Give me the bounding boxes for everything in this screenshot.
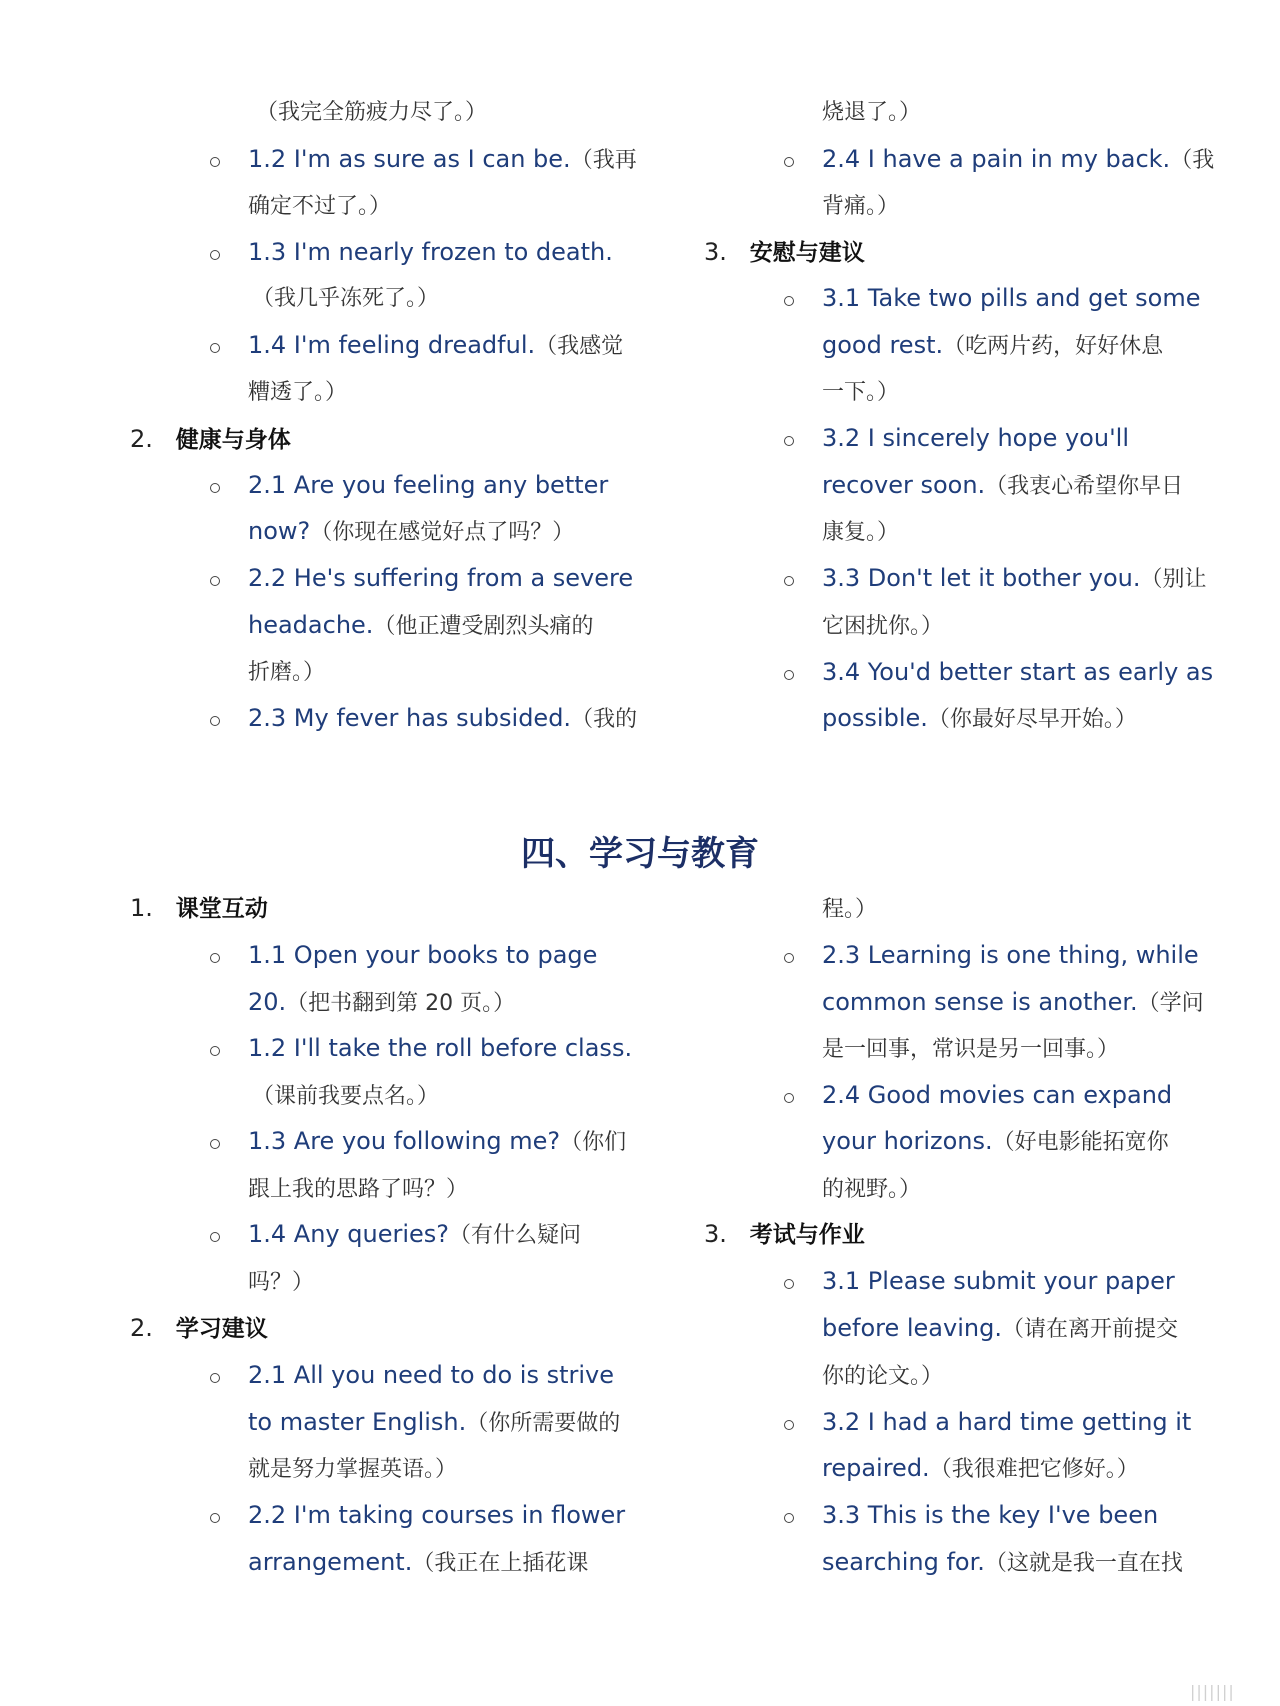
bullet-icon [784, 670, 794, 680]
section-heading: 3. 考试与作业 [704, 1220, 865, 1248]
list-item: 1.4 Any queries?（有什么疑问 [248, 1220, 582, 1248]
list-item-cont: good rest.（吃两片药，好好休息 [822, 331, 1164, 359]
list-item-cont: common sense is another.（学问 [822, 988, 1204, 1016]
list-item-cont: （课前我要点名。） [252, 1084, 440, 1109]
list-item-cont: 它困扰你。） [822, 614, 944, 639]
bullet-icon [210, 576, 220, 586]
list-item: 2.3 My fever has subsided.（我的 [248, 704, 638, 732]
list-item-cont: 你的论文。） [822, 1364, 944, 1389]
text-line: 烧退了。） [822, 100, 922, 125]
list-item-cont: （我几乎冻死了。） [252, 286, 440, 311]
list-item: 3.3 Don't let it bother you.（别让 [822, 564, 1207, 592]
bullet-icon [784, 296, 794, 306]
list-item: 3.1 Please submit your paper [822, 1267, 1175, 1295]
text-line: （我完全筋疲力尽了。） [256, 100, 488, 125]
bullet-icon [784, 576, 794, 586]
list-item-cont: 确定不过了。） [248, 194, 392, 219]
watermark-decoration: ||||||| [1190, 1682, 1235, 1701]
section-heading: 2. 健康与身体 [130, 425, 291, 453]
bullet-icon [784, 1420, 794, 1430]
list-item: 3.1 Take two pills and get some [822, 284, 1201, 312]
list-item: 2.1 All you need to do is strive [248, 1361, 614, 1389]
section-title: 四、学习与教育 [521, 834, 759, 874]
list-item: 2.2 He's suffering from a severe [248, 564, 634, 592]
list-item-cont: 一下。） [822, 380, 900, 405]
list-item-cont: possible.（你最好尽早开始。） [822, 704, 1137, 732]
list-item-cont: repaired.（我很难把它修好。） [822, 1454, 1139, 1482]
list-item-cont: 康复。） [822, 520, 900, 545]
section-heading: 2. 学习建议 [130, 1314, 268, 1342]
list-item-cont: 折磨。） [248, 660, 326, 685]
bullet-icon [784, 953, 794, 963]
section-heading: 1. 课堂互动 [130, 894, 268, 922]
text-line: 程。） [822, 897, 878, 922]
bullet-icon [210, 343, 220, 353]
list-item-cont: 的视野。） [822, 1177, 922, 1202]
bullet-icon [210, 716, 220, 726]
list-item-cont: before leaving.（请在离开前提交 [822, 1314, 1178, 1342]
list-item-cont: recover soon.（我衷心希望你早日 [822, 471, 1184, 499]
list-item-cont: now?（你现在感觉好点了吗？） [248, 517, 575, 545]
list-item: 2.2 I'm taking courses in flower [248, 1501, 626, 1529]
bullet-icon [210, 483, 220, 493]
bullet-icon [210, 1046, 220, 1056]
bullet-icon [784, 1279, 794, 1289]
bullet-icon [210, 157, 220, 167]
bullet-icon [210, 1513, 220, 1523]
list-item-cont: 糟透了。） [248, 380, 348, 405]
list-item: 2.1 Are you feeling any better [248, 471, 609, 499]
list-item: 1.4 I'm feeling dreadful.（我感觉 [248, 331, 624, 359]
bullet-icon [210, 1139, 220, 1149]
list-item: 1.3 Are you following me?（你们 [248, 1127, 627, 1155]
list-item-cont: arrangement.（我正在上插花课 [248, 1548, 589, 1576]
list-item: 1.3 I'm nearly frozen to death. [248, 238, 613, 266]
list-item: 1.1 Open your books to page [248, 941, 598, 969]
bullet-icon [210, 953, 220, 963]
list-item-cont: 20.（把书翻到第 20 页。） [248, 988, 516, 1016]
list-item: 1.2 I'm as sure as I can be.（我再 [248, 145, 637, 173]
list-item-cont: headache.（他正遭受剧烈头痛的 [248, 611, 594, 639]
list-item: 3.3 This is the key I've been [822, 1501, 1159, 1529]
list-item-cont: 是一回事，常识是另一回事。） [822, 1037, 1120, 1062]
list-item: 2.4 Good movies can expand [822, 1081, 1173, 1109]
list-item-cont: 背痛。） [822, 194, 900, 219]
list-item: 1.2 I'll take the roll before class. [248, 1034, 633, 1062]
list-item-cont: searching for.（这就是我一直在找 [822, 1548, 1183, 1576]
list-item: 2.3 Learning is one thing, while [822, 941, 1199, 969]
bullet-icon [784, 1093, 794, 1103]
bullet-icon [784, 436, 794, 446]
bullet-icon [784, 1513, 794, 1523]
bullet-icon [210, 1373, 220, 1383]
bullet-icon [210, 250, 220, 260]
list-item-cont: your horizons.（好电影能拓宽你 [822, 1127, 1169, 1155]
list-item-cont: to master English.（你所需要做的 [248, 1408, 621, 1436]
bullet-icon [784, 157, 794, 167]
list-item: 3.2 I had a hard time getting it [822, 1408, 1192, 1436]
list-item-cont: 就是努力掌握英语。） [248, 1457, 458, 1482]
list-item-cont: 跟上我的思路了吗？） [248, 1177, 469, 1202]
bullet-icon [210, 1232, 220, 1242]
section-heading: 3. 安慰与建议 [704, 238, 865, 266]
list-item-cont: 吗？） [248, 1270, 315, 1295]
list-item: 2.4 I have a pain in my back.（我 [822, 145, 1215, 173]
list-item: 3.2 I sincerely hope you'll [822, 424, 1130, 452]
list-item: 3.4 You'd better start as early as [822, 658, 1214, 686]
